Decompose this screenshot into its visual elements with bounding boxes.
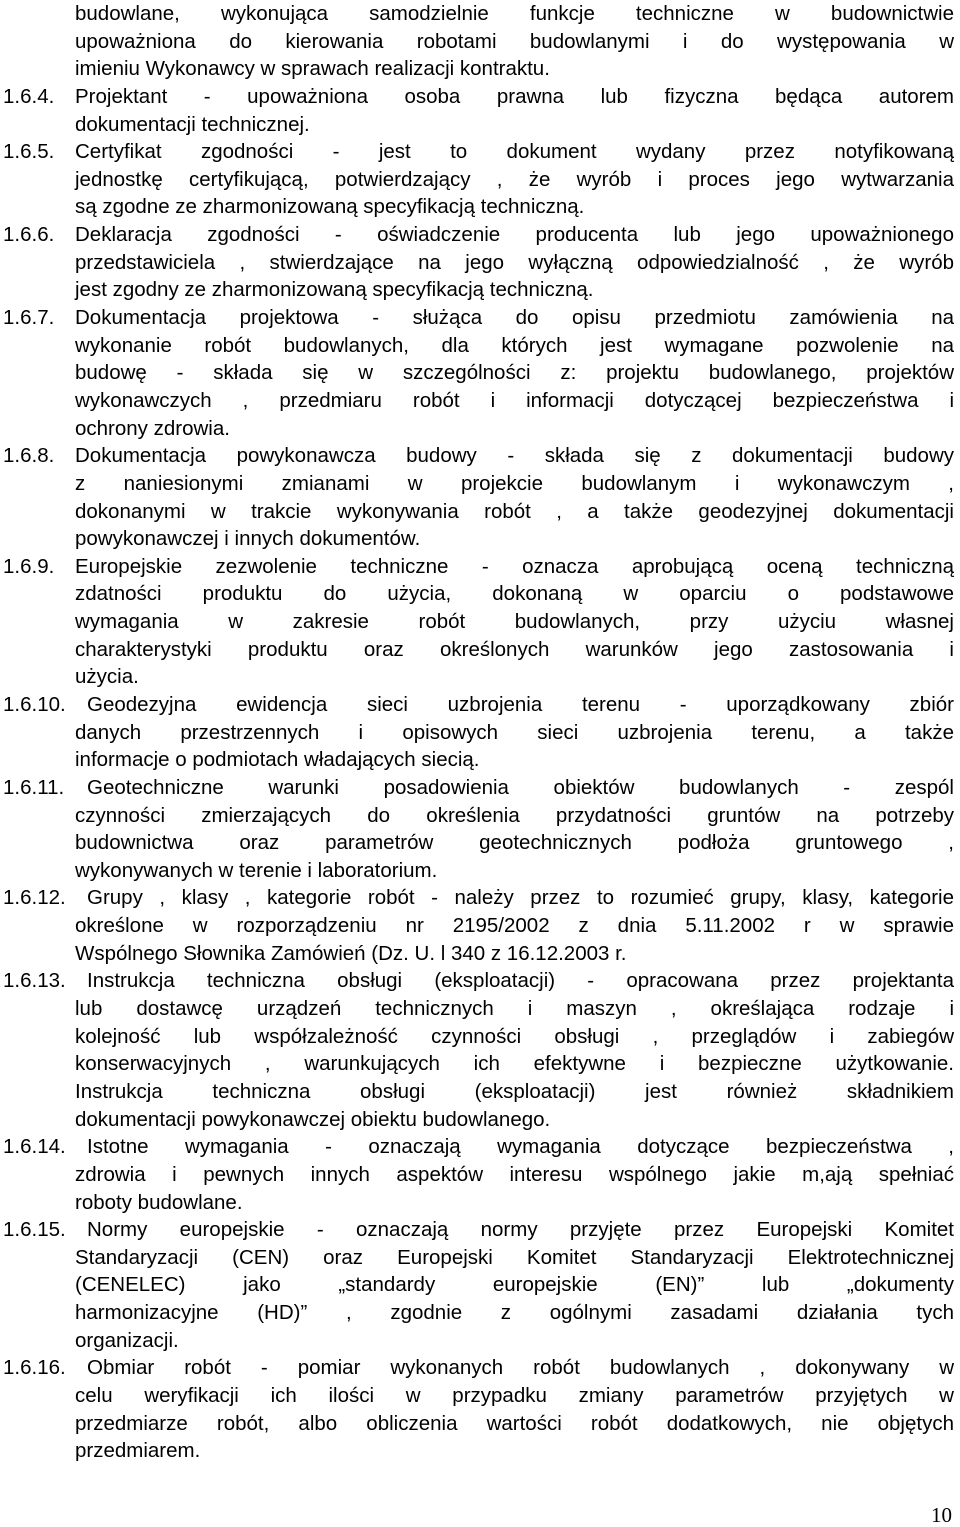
section-text: Obmiar robót - pomiar wykonanych robót budowlanych , dokonywany w (87, 1356, 954, 1380)
section-number: 1.6.9. (3, 554, 55, 578)
text-line: czynności zmierzających do określenia przydatności gruntów na potrzeby (75, 803, 954, 827)
section-heading-line (3, 553, 954, 581)
text-line: Instrukcja techniczna obsługi (eksploatacji) jest również składnikiem (75, 1079, 954, 1103)
section-text: Dokumentacja powykonawcza budowy - składa się z dokumentacji budowy (75, 444, 954, 468)
text-line: dokumentacji technicznej. (75, 112, 310, 136)
section-number: 1.6.6. (3, 223, 55, 247)
text-line: (CENELEC) jako „standardy europejskie (EN)” lub „dokumenty (75, 1273, 954, 1297)
section-heading-line (3, 83, 954, 111)
text-line: budowlane, wykonująca samodzielnie funkcje techniczne w budownictwie (75, 2, 954, 25)
section-number: 1.6.4. (3, 84, 55, 108)
section-text: Europejskie zezwolenie techniczne - oznacza aprobującą oceną techniczną (75, 554, 954, 578)
text-line: zdrowia i pewnych innych aspektów interesu wspólnego jakie m,ają spełniać (75, 1162, 954, 1186)
text-line: przedmiarem. (75, 1439, 201, 1463)
text-line: budowę - składa się w szczególności z: projektu budowlanego, projektów (75, 361, 954, 385)
text-line: informacje o podmiotach władających siecią. (75, 748, 480, 772)
section-heading-line (3, 691, 954, 719)
text-line: kolejność lub współzależność czynności obsługi , przeglądów i zabiegów (75, 1024, 954, 1048)
text-line: imieniu Wykonawcy w sprawach realizacji kontraktu. (75, 57, 550, 81)
section-text: Dokumentacja projektowa - służąca do opisu przedmiotu zamówienia na (75, 306, 954, 330)
section-text: Instrukcja techniczna obsługi (eksploatacji) - opracowana przez projektanta (87, 969, 954, 993)
text-line: z naniesionymi zmianami w projekcie budowlanym i wykonawczym , (75, 471, 954, 495)
page-number: 10 (931, 1503, 952, 1527)
text-line: Standaryzacji (CEN) oraz Europejski Komitet Standaryzacji Elektrotechnicznej (75, 1245, 954, 1269)
section-text: Certyfikat zgodności - jest to dokument wydany przez notyfikowaną (75, 140, 954, 164)
text-line: konserwacyjnych , warunkujących ich efektywne i bezpieczne użytkowanie. (75, 1052, 954, 1076)
section-heading-line (3, 304, 954, 332)
text-line: dokumentacji powykonawczej obiektu budowlanego. (75, 1107, 551, 1131)
text-line: ochrony zdrowia. (75, 416, 230, 440)
section-text: Grupy , klasy , kategorie robót - należy przez to rozumieć grupy, klasy, kategorie (87, 886, 954, 910)
section-number: 1.6.11. (3, 775, 65, 799)
section-heading-line (3, 967, 954, 995)
text-line: Wspólnego Słownika Zamówień (Dz. U. l 340 z 16.12.2003 r. (75, 941, 627, 965)
text-line: celu weryfikacji ich ilości w przypadku zmiany parametrów przyjętych w (75, 1384, 954, 1407)
text-line: dokonanymi w trakcie wykonywania robót , a także geodezyjnej dokumentacji (75, 499, 954, 523)
text-line: przedmiarze robót, albo obliczenia wartości robót dodatkowych, nie objętych (75, 1411, 954, 1435)
text-line: jest zgodny ze zharmonizowaną specyfikacją techniczną. (75, 278, 594, 302)
section-heading-line (3, 774, 954, 802)
section-text: Normy europejskie - oznaczają normy przyjęte przez Europejski Komitet (87, 1218, 954, 1242)
section-heading-line (3, 1216, 954, 1244)
text-line: upoważniona do kierowania robotami budowlanymi i do występowania w (75, 29, 954, 53)
section-number: 1.6.7. (3, 306, 55, 330)
section-number: 1.6.8. (3, 444, 55, 468)
section-text: Deklaracja zgodności - oświadczenie producenta lub jego upoważnionego (75, 223, 954, 247)
section-text: Geotechniczne warunki posadowienia obiektów budowlanych - zespól (87, 775, 954, 799)
text-line: harmonizacyjne (HD)” , zgodnie z ogólnymi zasadami działania tych (75, 1301, 954, 1325)
section-heading-line (3, 442, 954, 470)
section-heading-line (3, 138, 954, 166)
section-text: Istotne wymagania - oznaczają wymagania dotyczące bezpieczeństwa , (87, 1135, 954, 1159)
text-line: danych przestrzennych i opisowych sieci uzbrojenia terenu, a także (75, 720, 954, 744)
text-line: przedstawiciela , stwierdzające na jego wyłączną odpowiedzialność , że wyrób (75, 250, 954, 274)
section-text: Geodezyjna ewidencja sieci uzbrojenia terenu - uporządkowany zbiór (87, 693, 954, 716)
text-line: są zgodne ze zharmonizowaną specyfikacją techniczną. (75, 195, 585, 219)
section-number: 1.6.13. (3, 969, 66, 993)
text-line: roboty budowlane. (75, 1190, 243, 1214)
section-heading-line (3, 1354, 954, 1382)
text-line: określone w rozporządzeniu nr 2195/2002 z dnia 5.11.2002 r w sprawie (75, 914, 954, 938)
text-line: powykonawczej i innych dokumentów. (75, 527, 421, 551)
section-number: 1.6.16. (3, 1356, 66, 1380)
section-text: Projektant - upoważniona osoba prawna lub fizyczna będąca autorem (75, 84, 954, 108)
text-line: wymagania w zakresie robót budowlanych, przy użyciu własnej (75, 610, 954, 634)
text-line: wykonawczych , przedmiaru robót i informacji dotyczącej bezpieczeństwa i (75, 388, 954, 412)
section-number: 1.6.14. (3, 1135, 66, 1159)
text-line: lub dostawcę urządzeń technicznych i maszyn , określająca rodzaje i (75, 997, 954, 1021)
text-line: organizacji. (75, 1328, 179, 1352)
text-line: wykonanie robót budowlanych, dla których jest wymagane pozwolenie na (75, 333, 954, 357)
section-number: 1.6.5. (3, 140, 55, 164)
text-line: budownictwa oraz parametrów geotechnicznych podłoża gruntowego , (75, 831, 954, 855)
section-number: 1.6.15. (3, 1218, 66, 1242)
section-heading-line (3, 884, 954, 912)
section-heading-line (3, 221, 954, 249)
text-line: użycia. (75, 665, 139, 689)
text-line: zdatności produktu do użycia, dokonaną w oparciu o podstawowe (75, 582, 954, 606)
section-number: 1.6.10. (3, 693, 66, 716)
text-line: charakterystyki produktu oraz określonych warunków jego zastosowania i (75, 637, 954, 661)
section-heading-line (3, 1133, 954, 1161)
text-line: wykonywanych w terenie i laboratorium. (75, 858, 438, 882)
text-line: jednostkę certyfikującą, potwierdzający , że wyrób i proces jego wytwarzania (75, 167, 954, 191)
section-number: 1.6.12. (3, 886, 66, 910)
